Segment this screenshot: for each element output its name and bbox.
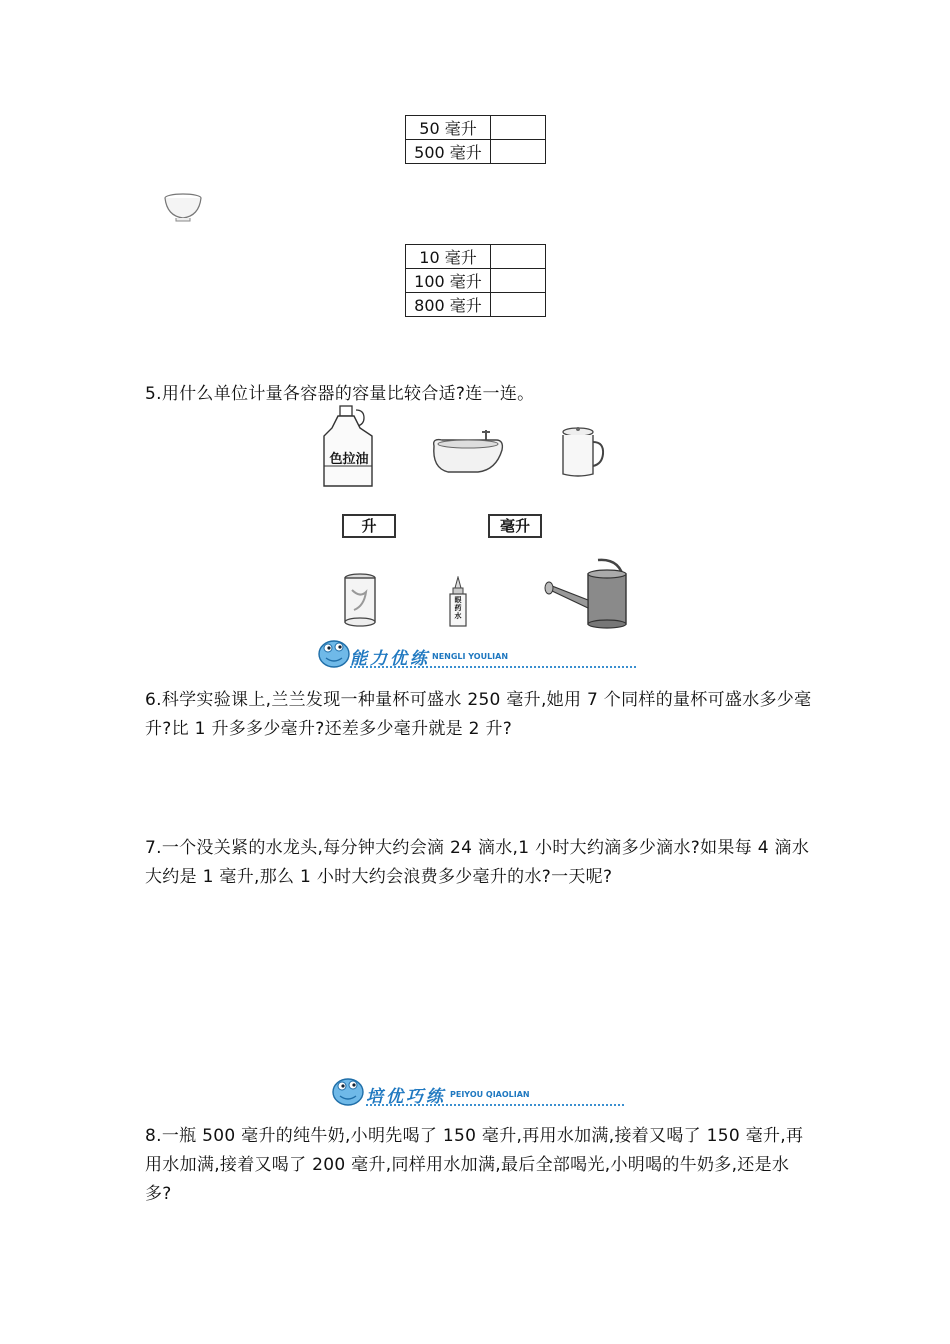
banner-pinyin: NENGLI YOULIAN: [432, 652, 509, 661]
section-banner-nengli: [312, 632, 642, 672]
liter-unit-box[interactable]: 升: [342, 514, 396, 538]
watering-can-icon: [540, 556, 632, 630]
answer-cell[interactable]: [491, 140, 546, 164]
question-7: 7.一个没关紧的水龙头,每分钟大约会滴 24 滴水,1 小时大约滴多少滴水?如果每 4 滴水大约是 1 毫升,那么 1 小时大约会浪费多少毫升的水?一天呢?: [145, 838, 810, 887]
capacity-options-table-b: [405, 244, 546, 317]
banner-title: 能力优练: [350, 649, 430, 669]
answer-cell[interactable]: [491, 269, 546, 293]
banner-divider: [350, 666, 636, 668]
question-6: 6.科学实验课上,兰兰发现一种量杯可盛水 250 毫升,她用 7 个同样的量杯可盛水多少毫升?比 1 升多多少毫升?还差多少毫升就是 2 升?: [145, 690, 812, 739]
table-row: [406, 116, 546, 140]
option-label: 500 毫升: [406, 140, 491, 164]
eye-drop-bottle-image: [446, 576, 470, 628]
capacity-options-table-a: [405, 115, 546, 164]
option-label: 50 毫升: [406, 116, 491, 140]
table-row: [406, 245, 546, 269]
banner-divider: [366, 1104, 624, 1106]
section-banner-peiyou: [326, 1070, 636, 1110]
option-label: 10 毫升: [406, 245, 491, 269]
question-8: 8.一瓶 500 毫升的纯牛奶,小明先喝了 150 毫升,再用水加满,接着又喝了 150 毫升,再用水加满,接着又喝了 200 毫升,同样用水加满,最后全部喝光,小明喝的牛奶多,还是水多?: [145, 1126, 804, 1204]
mug-icon: [558, 426, 608, 480]
option-label: 800 毫升: [406, 293, 491, 317]
question-5: 5.用什么单位计量各容器的容量比较合适?连一连。: [145, 384, 535, 404]
table-row: [406, 140, 546, 164]
bowl-icon: [162, 192, 204, 224]
answer-cell[interactable]: [491, 116, 546, 140]
banner-title: 培优巧练: [366, 1087, 446, 1107]
answer-cell[interactable]: [491, 245, 546, 269]
bathtub-icon: [428, 428, 506, 480]
table-row: [406, 293, 546, 317]
oil-bottle-image: [318, 404, 378, 490]
answer-cell[interactable]: [491, 293, 546, 317]
soda-can-icon: [340, 572, 380, 628]
oil-bottle-label: 色拉油: [329, 452, 369, 467]
table-row: [406, 269, 546, 293]
eye-drop-label: 眼药水: [454, 596, 462, 620]
option-label: 100 毫升: [406, 269, 491, 293]
milliliter-unit-box[interactable]: 毫升: [488, 514, 542, 538]
banner-pinyin: PEIYOU QIAOLIAN: [450, 1090, 530, 1099]
